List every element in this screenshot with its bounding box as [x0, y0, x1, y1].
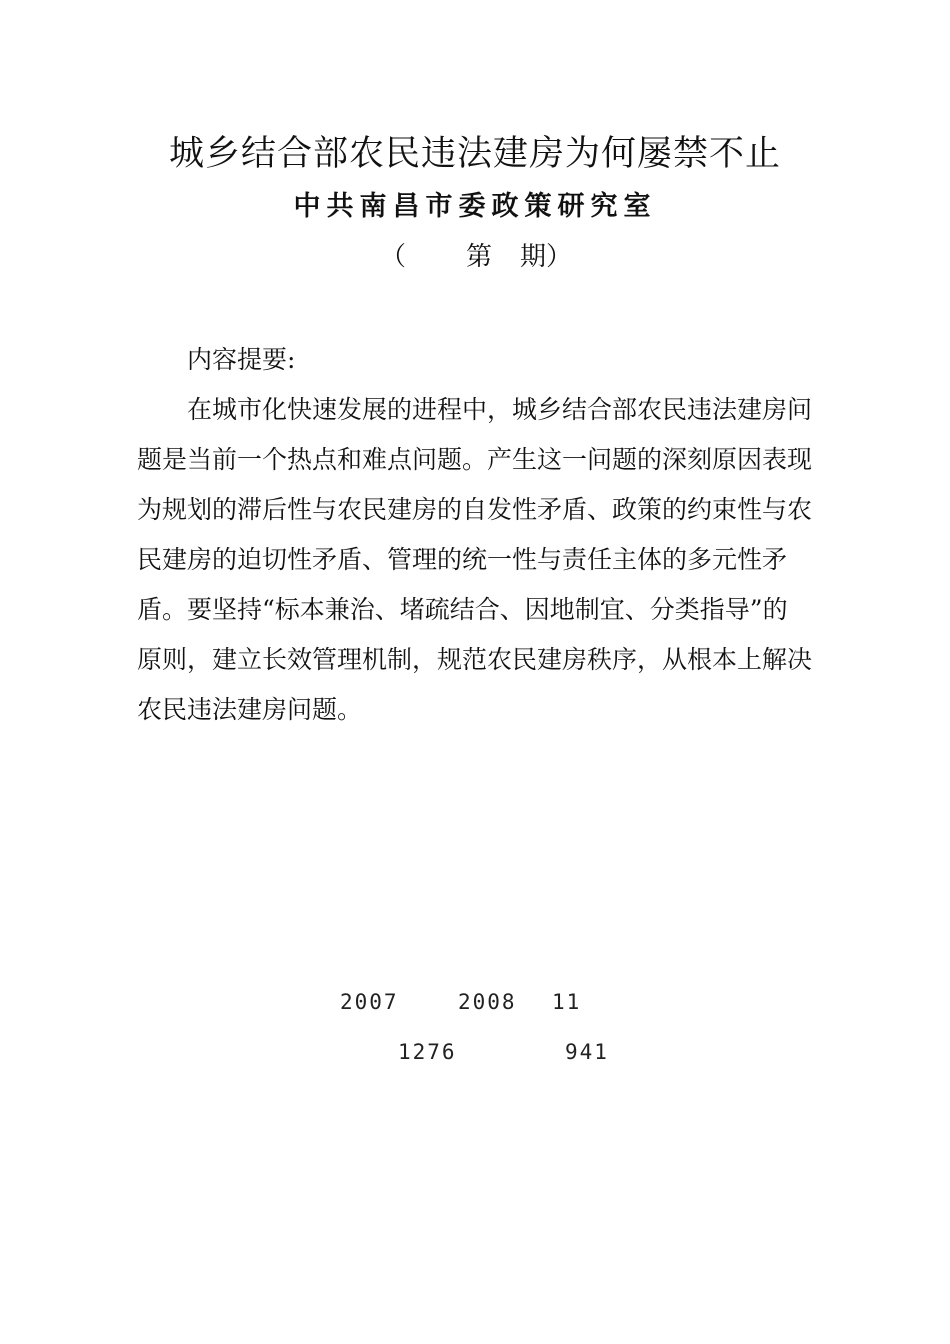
garbled-text: 2008 — [458, 990, 517, 1014]
abstract-heading: 内容提要: — [187, 345, 296, 374]
garbled-text: 11 — [552, 990, 582, 1014]
abstract-line: 农民违法建房问题。 — [137, 695, 363, 724]
document-author: 中共南昌市委政策研究室 — [293, 191, 657, 222]
garbled-text: 2007 — [340, 990, 399, 1014]
issue-di: 第 — [466, 242, 493, 272]
issue-open-paren: （ — [380, 242, 407, 272]
abstract-line: 盾。要坚持“标本兼治、堵疏结合、因地制宜、分类指导”的 — [137, 595, 788, 624]
abstract-line: 题是当前一个热点和难点问题。产生这一问题的深刻原因表现 — [137, 445, 813, 474]
abstract-line: 在城市化快速发展的进程中，城乡结合部农民违法建房问 — [187, 395, 813, 424]
abstract-line: 原则，建立长效管理机制，规范农民建房秩序，从根本上解决 — [137, 645, 813, 674]
issue-qi: 期） — [520, 242, 573, 272]
abstract-line: 为规划的滞后性与农民建房的自发性矛盾、政策的约束性与农 — [137, 495, 813, 524]
garbled-text: 1276 — [398, 1040, 457, 1064]
garbled-text: 941 — [565, 1040, 609, 1064]
abstract-line: 民建房的迫切性矛盾、管理的统一性与责任主体的多元性矛 — [137, 545, 788, 574]
document-title: 城乡结合部农民违法建房为何屡禁不止 — [168, 134, 781, 174]
